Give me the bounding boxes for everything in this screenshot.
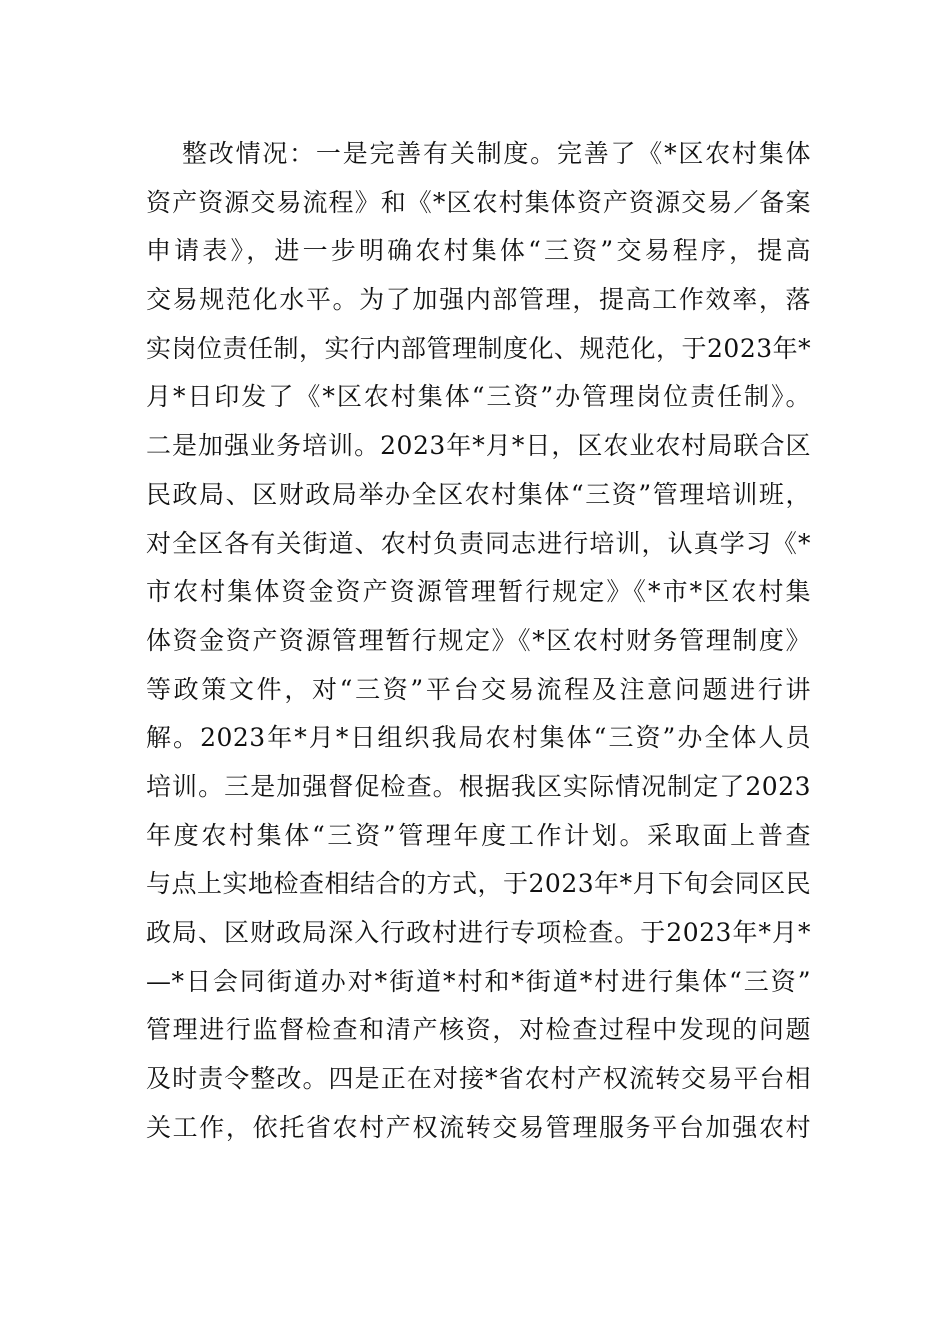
text-line: 与点上实地检查相结合的方式，于2023年*月下旬会同区民 (146, 869, 812, 899)
text-line: 资产资源交易流程》和《*区农村集体资产资源交易／备案 (146, 187, 811, 217)
text-line: 政局、区财政局深入行政村进行专项检查。于2023年*月* (146, 918, 811, 947)
text-line: 月*日印发了《*区农村集体“三资”办管理岗位责任制》。 (146, 382, 811, 412)
text-line: —*日会同街道办对*街道*村和*街道*村进行集体“三资” (146, 966, 811, 996)
text-line: 对全区各有关街道、农村负责同志进行培训，认真学习《* (146, 528, 811, 558)
text-line: 二是加强业务培训。2023年*月*日，区农业农村局联合区 (146, 431, 811, 461)
text-line: 等政策文件，对“三资”平台交易流程及注意问题进行讲 (146, 674, 811, 704)
text-line: 培训。三是加强督促检查。根据我区实际情况制定了2023 (146, 771, 811, 801)
text-line: 解。2023年*月*日组织我局农村集体“三资”办全体人员 (146, 723, 811, 753)
text-line: 关工作，依托省农村产权流转交易管理服务平台加强农村 (146, 1112, 811, 1142)
body-paragraph (146, 130, 811, 1152)
text-line: 体资金资产资源管理暂行规定》《*区农村财务管理制度》 (146, 625, 811, 655)
text-line: 申请表》，进一步明确农村集体“三资”交易程序，提高 (146, 236, 811, 266)
text-line: 实岗位责任制，实行内部管理制度化、规范化，于2023年* (146, 333, 812, 363)
text-line: 及时责令整改。四是正在对接*省农村产权流转交易平台相 (146, 1064, 811, 1094)
text-line: 交易规范化水平。为了加强内部管理，提高工作效率，落 (146, 285, 811, 315)
text-line: 管理进行监督检查和清产核资，对检查过程中发现的问题 (146, 1015, 811, 1045)
text-line: 整改情况：一是完善有关制度。完善了《*区农村集体 (182, 139, 811, 168)
text-line: 民政局、区财政局举办全区农村集体“三资”管理培训班， (146, 479, 811, 509)
text-line: 年度农村集体“三资”管理年度工作计划。采取面上普查 (146, 820, 811, 850)
text-line: 市农村集体资金资产资源管理暂行规定》《*市*区农村集 (146, 577, 811, 607)
